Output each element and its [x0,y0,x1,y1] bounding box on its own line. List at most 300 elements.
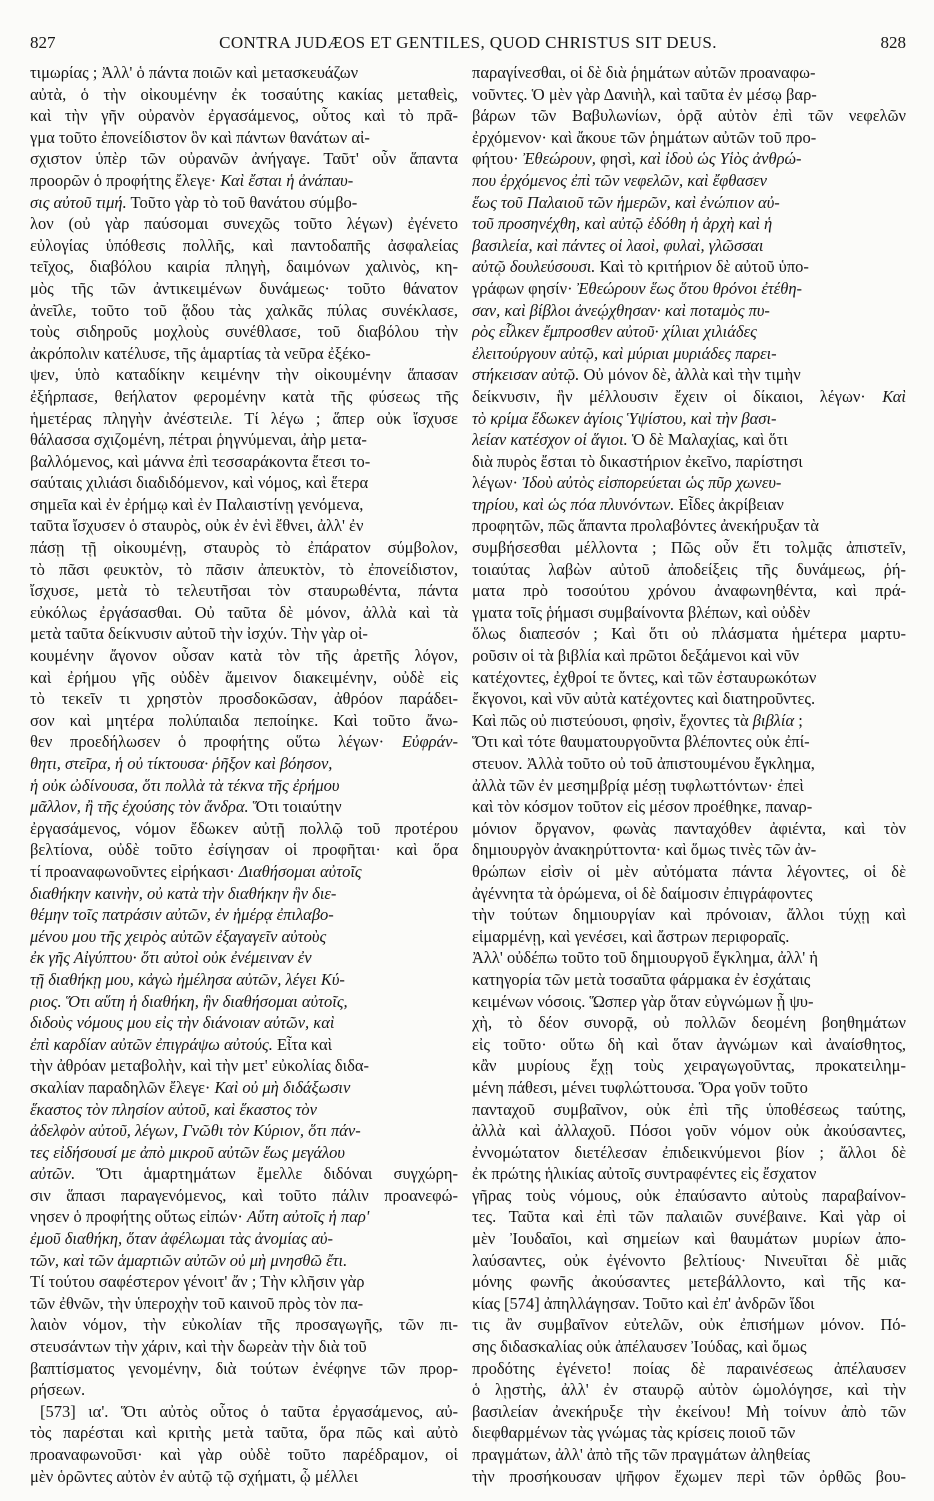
text-line [30,278,458,300]
text-line [472,926,906,948]
text-line [30,235,458,257]
italic-text: ἕκαστος τὸν πλησίον αὐτοῦ, καὶ ἕκαστος τὸν [30,1099,317,1119]
line-text [472,344,777,363]
roman-text: θρώπων εἰσὶν οἱ μὲν αὐτόματα πάντα λέγοντες, οἱ δὲ [472,861,906,881]
italic-text: που ἐρχόμενος ἐπὶ τῶν νεφελῶν, καὶ ἔφθασεν [472,170,767,190]
line-text [472,106,906,125]
roman-text: προαναφωνοῦσι· καὶ γὰρ οὐδὲ τοῦτο παρέδραμον, οἱ [30,1445,458,1464]
text-line [30,796,458,818]
roman-text: εἰς τοῦτο· οὕτω δὴ καὶ ὅταν ἀγνώμων καὶ ἀναίσθητος, [472,1034,906,1054]
text-column-right [472,62,906,1487]
line-text [30,1251,347,1270]
line-text [472,1423,795,1442]
line-text [472,1164,816,1183]
roman-text: παραγίνεσθαι, οἱ δὲ διὰ ῥημάτων αὐτῶν προαναφω- [472,63,816,82]
roman-text: γῆρας τοὺς νόμους, οὐκ ἐπαύσαντο αὐτοὺς παραβαίνον- [472,1185,906,1205]
text-line [30,429,458,451]
text-line [30,861,458,883]
line-text [472,560,906,579]
line-text [472,149,802,168]
italic-text: Εὐφράν- [401,732,458,752]
text-line [472,883,906,905]
text-line [472,645,906,667]
text-line [30,710,458,732]
italic-text: Ἰδοὺ αὐτὸς εἰσπορεύεται ὡς πῦρ χωνευ- [522,473,782,493]
roman-text: ἐξήρπασε, θεήλατον φερομένην κατὰ τῆς φύσεως τῆς [30,386,458,406]
italic-text: μένου μου τῆς χειρὸς αὐτῶν ἐξαγαγεῖν αὐτοὺς [30,926,327,946]
italic-text: ἐπὶ καρδίαν αὐτῶν ἐπιγράψω αὐτούς. [30,1034,273,1054]
text-line [30,1012,458,1034]
line-text [30,581,458,600]
line-text [30,344,371,363]
text-line [30,1379,458,1401]
text-line [30,408,458,430]
text-line [30,947,458,969]
roman-text: σημεῖα καὶ ἐν ἐρήμῳ καὶ ἐν Παλαιστίνῃ γενόμενα, [30,494,364,514]
text-line [30,256,458,278]
text-line [30,1444,458,1466]
roman-text: στευον. Ἀλλὰ τοῦτο οὐ τοῦ ἀπιστουμένου ἔγκλημα, [472,754,815,773]
line-text [30,1013,334,1032]
roman-text: βαπτίσματος γενομένην, διὰ τούτων ἐνέφηνε τῶν προρ- [30,1358,458,1378]
text-line [472,472,906,494]
italic-text: ἐμοῦ διαθήκη, ὅταν ἀφέλωμαι τὰς ἀνομίας αὐ- [30,1229,333,1249]
text-line [30,645,458,667]
roman-text: Καὶ τὸ κριτήριον δὲ αὐτοῦ ὑπο- [595,257,809,277]
text-line [30,537,458,559]
roman-text: μὲν ὁρῶντες αὐτὸν ἐν αὐτῷ τῷ σχήματι, ᾧ μέλλει [30,1466,359,1486]
italic-text: θητι, στεῖρα, ἡ οὐ τίκτουσα· ῥῆξον καὶ βόησον, [30,754,333,773]
line-text [472,430,788,449]
text-line [472,580,906,602]
line-text [472,1207,906,1226]
roman-text: καὶ ἐρήμου γῆς οὐδὲν ἄμεινον διακειμένην, οὐδὲ εἰς [30,667,458,687]
text-line [472,148,906,170]
text-line [30,515,458,537]
italic-text: τῇ διαθήκῃ μου, κἀγὼ ἠμέλησα αὐτῶν, λέγει Κύ- [30,969,345,989]
line-text [472,992,813,1011]
roman-text: λαύσαντες, οὐκ ἐγένοντο βελτίους· Νινευῖται δὲ μιᾶς [472,1250,906,1270]
line-text [472,819,906,838]
line-text [472,171,767,190]
text-line [30,1163,458,1185]
text-line [472,235,906,257]
text-line [30,472,458,494]
roman-text: τεῖχος, διαβόλου καιρία πληγὴ, δαιμόνων χαλινὸς, κη- [30,257,458,277]
text-line [472,408,906,430]
text-line [472,667,906,689]
line-text [30,1229,333,1248]
italic-text: τῶν, καὶ τῶν ἁμαρτιῶν αὐτῶν οὐ μὴ μνησθῶ ἔτι. [30,1250,348,1270]
roman-text: ἀλλὰ καὶ ἀλλαχοῦ. Πόσοι γοῦν νόμον οὐκ ἀκούσαντες, [472,1121,906,1141]
text-line [30,731,458,753]
roman-text: Τοῦτο γὰρ τὸ τοῦ θανάτου σύμβο- [126,192,358,212]
text-line [472,213,906,235]
roman-text: τοὺς σιδηροῦς μοχλοὺς συνέθλασε, τοῦ διαβόλου τὴν [30,322,458,342]
roman-text: τὸ πᾶσι φευκτὸν, τὸ πᾶσιν ἀπευκτὸν, τὸ ἐπονείδιστον, [30,559,458,579]
line-text [472,128,816,147]
line-text [30,1056,369,1075]
line-text [472,1272,906,1291]
roman-text: ἐννομώτατον διετέλεσαν ἐπιδεικνύμενοι βίον ; ἄλλοι δὲ [472,1142,906,1162]
running-header [30,30,906,56]
italic-text: ρὸς εἷλκεν ἔμπροσθεν αὐτοῦ· χίλιαι χιλιάδες [472,322,757,342]
roman-text: ; [794,710,803,730]
line-text [472,754,815,773]
line-text [30,840,458,859]
roman-text: εἱμαρμένῃ, καὶ γενέσει, καὶ ἄστρων περιφοραῖς. [472,926,790,946]
line-text [472,1056,906,1075]
roman-text: βελτίονα, οὐδὲ τοῦτο ἐσίγησαν οἱ προφῆται· καὶ ὅρα [30,840,458,860]
line-text [30,473,368,492]
italic-text: ἐκ γῆς Αἰγύπτου· ὅτι αὐτοὶ οὐκ ἐνέμειναν ἐν [30,948,312,968]
line-text [472,1229,906,1248]
roman-text: τις ἂν συμβαῖνον εὐτελῶν, οὐκ ἐπισήμων μόνον. Πό- [472,1315,906,1335]
text-line [30,1206,458,1228]
text-line [472,343,906,365]
line-text [472,689,815,708]
roman-text: βασιλείαν ἀνεκήρυξε τὴν ἐκείνου! Μὴ τοίνυν ἀπὸ τῶν [472,1401,906,1421]
text-line [472,839,906,861]
roman-text: αὐτὰ, ὁ τὴν οἰκουμένην ἐκ τοσαύτης κακίας μεταθεὶς, [30,84,458,104]
roman-text: τιμωρίας ; Ἀλλ' ὁ πάντα ποιῶν καὶ μετασκευάζων [30,63,359,82]
roman-text: ἐργασάμενος, νόμον ἔδωκεν αὐτῇ πολλῷ τοῦ προτέρου [30,818,458,838]
line-text [30,279,458,298]
roman-text: σης διδασκαλίας οὐκ ἀπέλαυσεν Ἰούδας, καὶ ὅμως [472,1337,807,1357]
text-line [472,602,906,624]
text-line [472,775,906,797]
text-line [30,775,458,797]
line-text [30,1315,458,1334]
text-line [472,1055,906,1077]
line-text [472,581,906,600]
line-text [472,1380,906,1399]
line-text [472,1186,906,1205]
text-line [30,127,458,149]
line-text [30,884,336,903]
roman-text: λον (οὐ γὰρ παύσομαι συνεχῶς τοῦτο λέγων) ἐγένετο [30,214,458,234]
roman-text: Ὅτι καὶ τότε θαυματουργοῦντα βλέποντες οὐκ ἐπί- [472,732,810,752]
text-line [472,1336,906,1358]
italic-text: ἐλειτούργουν αὐτῷ, καὶ μύριαι μυριάδες παρει- [472,343,777,363]
roman-text: προφητῶν, πῶς ἅπαντα προλαβόντες ἀνεκήρυξαν τὰ [472,516,819,536]
text-line [30,753,458,775]
line-text [472,1337,807,1356]
italic-text: Διαθήσομαι αὐτοῖς [238,861,362,881]
line-text [30,1272,364,1291]
text-line [30,1271,458,1293]
line-text [30,516,363,535]
roman-text: πάσῃ τῇ οἰκουμένῃ, σταυρὸς τὸ ἐπάρατον σύμβολον, [30,538,458,558]
line-text [472,624,906,643]
roman-text: πραγμάτων, ἀλλ' ἀπὸ τῆς τῶν πραγμάτων ἀληθείας [472,1445,810,1464]
roman-text: ἔκγονοι, καὶ νῦν αὐτὰ κατέχοντες καὶ διατηροῦντες. [472,689,816,709]
italic-text: Ἐθεώρουν, [522,149,596,169]
text-line [472,1163,906,1185]
roman-text: Ὁ δὲ Μαλαχίας, καὶ ὅτι [627,430,788,450]
text-line [472,688,906,710]
italic-text: Καὶ οὐ μὴ διδάξωσιν [214,1077,351,1097]
roman-text: βάρων τῶν Βαβυλωνίων, ὁρᾷ αὐτὸν ἐπὶ τῶν νεφελῶν [472,106,906,126]
roman-text: Οὐ μόνον δὲ, ἀλλὰ καὶ τὴν τιμὴν [579,365,801,385]
text-line [472,1206,906,1228]
line-text [472,927,789,946]
text-line [30,1185,458,1207]
line-text [30,819,458,838]
line-text [30,1207,369,1226]
line-text [30,365,458,384]
roman-text: Τί τούτου σαφέστερον γένοιτ' ἄν ; Τὴν κλῆσιν γὰρ [30,1272,365,1292]
line-text [30,1380,85,1399]
roman-text: μένη πάθεσι, μένει τυφλώττουσα. Ὅρα γοῦν τοῦτο [472,1077,808,1097]
text-line [30,1336,458,1358]
text-line [30,1142,458,1164]
line-text [472,214,772,233]
roman-text: νησεν ὁ προφήτης οὕτως εἰπών· [30,1207,247,1227]
line-text [472,257,809,276]
roman-text: ματα πρὸ τοσούτου χρόνου ἀναφωνηθέντα, καὶ πρά- [472,581,906,601]
line-text [472,387,906,406]
italic-text: αὐτῶν. [30,1164,76,1184]
italic-text: αὐτῷ δουλεύσουσι. [472,257,596,277]
line-text [30,1121,361,1140]
line-text [30,905,334,924]
text-line [30,1293,458,1315]
text-line [30,926,458,948]
roman-text: ἡμετέρας πληγὴν ἀνέστειλε. Τί λέγω ; ἅπερ οὐκ ἴσχυσε [30,408,458,428]
line-text [472,538,906,557]
italic-text: ἡ οὐκ ὠδίνουσα, ὅτι πολλὰ τὰ τέκνα τῆς ἐρήμου [30,775,340,795]
text-line [472,1466,906,1488]
italic-text: ἕως τοῦ Παλαιοῦ τῶν ἡμερῶν, καὶ ἐνώπιον αὐ- [472,192,780,212]
line-text [30,149,458,168]
text-line [30,213,458,235]
line-text [472,322,757,341]
roman-text: κατέχοντες, ἐχθροί τε ὄντες, καὶ τῶν ἐσταυρωκότων [472,667,817,687]
text-line [30,148,458,170]
roman-text: κατηγορία τῶν μετὰ τοσαῦτα φάρμακα ἐν ἐσχάταις [472,969,811,989]
text-line [30,1120,458,1142]
roman-text: μὸς τῆς τῶν ἀντικειμένων δυνάμεως· τοῦτο θάνατον [30,278,458,298]
line-text [472,884,812,903]
roman-text: λαιὸν νόμον, τὴν εὐκολίαν τῆς προσαγωγῆς, τῶν πι- [30,1315,458,1335]
text-line [472,818,906,840]
roman-text: προδότης ἐγένετο! ποίας δὲ παραινέσεως ἀπέλαυσεν [472,1358,906,1378]
line-text [472,668,816,687]
line-text [30,128,370,147]
text-line [30,1228,458,1250]
roman-text: τὴν προσήκουσαν ψῆφον ἔχωμεν περὶ τῶν ὀρθῶς βου- [472,1466,906,1486]
line-text [472,452,803,471]
roman-text: γματα τοῖς ῥήμασι συμβαίνοντα βλέπων, καὶ οὐδὲν [472,602,811,622]
text-line [472,1034,906,1056]
text-line [30,84,458,106]
line-text [472,236,764,255]
text-line [472,1185,906,1207]
text-line [472,105,906,127]
text-line [472,321,906,343]
line-text [30,63,358,82]
text-line [472,364,906,386]
text-line [30,300,458,322]
italic-text: Αὕτη αὐτοῖς ἡ παρ' [246,1207,370,1227]
text-line [30,602,458,624]
line-text [30,409,458,428]
line-text [472,1315,906,1334]
italic-text: σις αὐτοῦ τιμή. [30,192,127,212]
line-text [30,301,458,320]
text-line [472,947,906,969]
roman-text: Εἶτα καὶ [272,1034,333,1054]
line-text [30,797,342,816]
roman-text: μετὰ ταῦτα δείκνυσιν αὐτοῦ τὴν ἰσχύν. Τὴν γὰρ οἰ- [30,624,368,644]
line-text [30,387,458,406]
line-text [30,85,458,104]
text-line [30,991,458,1013]
roman-text: σον καὶ μητέρα πολύπαιδα πεποίηκε. Καὶ τοῦτο ἄνω- [30,710,458,730]
text-line [30,1099,458,1121]
line-text [472,193,780,212]
text-line [472,969,906,991]
roman-text: τοιαύτας λαβὼν αὐτοῦ ἀποδείξεις τῆς δυνάμεως, ῥή- [472,559,906,579]
roman-text: σχιστον ὑπὲρ τῶν οὐρανῶν ἀνήγαγε. Ταῦτ' οὖν ἅπαντα [30,149,458,169]
line-text [472,776,804,795]
text-line [30,1401,458,1423]
italic-text: ἀδελφὸν αὐτοῦ, λέγων, Γνῶθι τὸν Κύριον, ὅτι πάν- [30,1121,361,1141]
roman-text: σιν ἅπασι παραγενόμενος, καὶ τοῦτο πάλιν προανεφώ- [30,1185,458,1205]
line-text [30,603,458,622]
line-text [40,1402,458,1421]
roman-text: τὴν τούτων δημιουργίαν καὶ πρόνοιαν, ἄλλοι τύχῃ καὶ [472,905,906,925]
line-text [30,214,458,233]
roman-text: θάλασσα σχιζομένη, πέτραι ῥηγνύμεναι, ἀὴρ μετα- [30,430,367,450]
roman-text: ροῦσιν οἱ τὰ βιβλία καὶ πρῶτοι δεξάμενοι καὶ νῦν [472,646,800,666]
roman-text: εὐκόλως ἐργάσασθαι. Οὐ ταῦτα δὲ μόνον, ἀλλὰ καὶ τὰ [30,602,458,622]
roman-text: πανταχοῦ συμβαῖνον, οὐκ ἐπὶ τῆς ὑποθέσεως ταύτης, [472,1099,906,1119]
roman-text: φήτου· [472,149,523,169]
text-line [472,1120,906,1142]
text-line [30,1358,458,1380]
line-text [472,1294,815,1313]
text-line [30,1422,458,1444]
italic-text: ριος. Ὅτι αὕτη ἡ διαθήκη, ἣν διαθήσομαι αὐτοῖς, [30,991,348,1011]
roman-text: Ὅτι τοιαύτην [248,797,342,817]
italic-text: διαθήκην καινὴν, οὐ κατὰ τὴν διαθήκην ἣν διε- [30,883,337,903]
italic-text: τες εἰδήσουσί με ἀπὸ μικροῦ αὐτῶν ἕως μεγάλου [30,1142,345,1162]
roman-text: τί προαναφωνοῦντες εἰρήκασι· [30,861,239,881]
roman-text: σκαλίαν παραδηλῶν ἔλεγε· [30,1077,215,1097]
roman-text: ἐκ πρώτης ἡλικίας αὐτοῖς συντραφέντες εἰς ἔσχατον [472,1164,817,1184]
roman-text: ρήσεων. [30,1380,86,1400]
line-text [30,171,353,190]
italic-text: Καὶ [882,386,906,406]
line-text [472,1251,906,1270]
roman-text: ἴσχυσε, μετὰ τὸ τελευτῆσαι τὸν σταυρωθέντα, πάντα [30,581,458,601]
text-line [30,580,458,602]
line-text [472,970,810,989]
text-line [30,105,458,127]
italic-text: καὶ ἰδοὺ ὡς Υἱὸς ἀνθρώ- [639,149,802,169]
text-line [472,1099,906,1121]
line-text [30,322,458,341]
line-text [30,862,362,881]
text-line [472,127,906,149]
roman-text: τῶν ἐθνῶν, τὴν ὑπεροχὴν τοῦ καινοῦ πρὸς τὸν πα- [30,1293,364,1313]
roman-text: ἀλλὰ τῶν ἐν μεσημβρίᾳ μέσῃ τυφλωττόντων· ἐπεὶ [472,775,804,795]
text-line [30,343,458,365]
line-text [30,754,332,773]
line-text [30,538,458,557]
roman-text: γράφων φησίν· [472,278,577,298]
roman-text: [573] ια'. Ὅτι αὐτὸς οὗτος ὁ ταῦτα ἐργασάμενος, αὐ- [40,1401,458,1421]
page-number-left: 827 [30,33,56,52]
roman-text: συμβήσεσθαι μέλλοντα ; Πῶς οὖν ἔτι τολμᾷς ἀπιστεῖν, [472,538,906,558]
line-text [472,905,906,924]
text-line [30,1466,458,1488]
roman-text: μόνης φωνῆς ἀκούσαντες μετεβάλλοντο, καὶ τῆς κα- [472,1272,906,1292]
text-line [30,321,458,343]
roman-text: ἀγέννητα τὰ ὁρώμενα, οἱ δὲ δαίμοσιν ἐπιγράφοντες [472,883,813,903]
line-text [472,1467,906,1486]
roman-text: τὸ τεκεῖν τι χρηστὸν προσδοκῶσαν, ἀθρόον παράδει- [30,689,458,709]
roman-text: διὰ πυρὸς ἔσται τὸ δικαστήριον ἐκεῖνο, παρίστησι [472,451,803,471]
line-text [30,1143,345,1162]
text-line [472,1401,906,1423]
italic-text: μᾶλλον, ἢ τῆς ἐχούσης τὸν ἄνδρα. [30,797,249,817]
italic-text: στήκεισαν αὐτῷ. [472,365,580,385]
line-text [30,948,312,967]
line-text [30,668,458,687]
roman-text: νοῦντες. Ὁ μὲν γὰρ Δανιὴλ, καὶ ταῦτα ἐν μέσῳ βαρ- [472,84,817,104]
text-line [472,991,906,1013]
text-line [472,1314,906,1336]
italic-text: διδοὺς νόμους μου εἰς τὴν διάνοιαν αὐτῶν, καὶ [30,1013,335,1033]
line-text [30,1100,317,1119]
text-line [30,386,458,408]
roman-text: Καὶ πῶς οὐ πιστεύουσι, φησὶν, ἔχοντες τὰ [472,710,753,730]
roman-text: Ὅτι ἁμαρτημάτων ἔμελλε διδόναι συγχώρη- [75,1164,458,1184]
line-text [30,560,458,579]
roman-text: θεν προεδήλωσεν ὁ προφήτης οὕτω λέγων· [30,732,402,752]
line-text [472,862,906,881]
text-line [472,62,906,84]
text-line [472,861,906,883]
italic-text: Ἐθεώρουν ἕως ὅτου θρόνοι ἐτέθη- [576,278,803,298]
roman-text: καὶ τὸν κόσμον τοῦτον εἰς μέσον προέθηκε, παναρ- [472,797,813,817]
roman-text: σαύταις χιλιάσι διαδιδόμενον, καὶ νόμος, καὶ ἕτερα [30,473,369,493]
line-text [472,732,810,751]
text-line [30,688,458,710]
text-line [30,1034,458,1056]
text-line [472,731,906,753]
line-text [472,603,810,622]
text-line [472,623,906,645]
text-line [472,710,906,732]
text-line [472,300,906,322]
italic-text: βασιλεία, καὶ πάντες οἱ λαοὶ, φυλαὶ, γλῶσσαι [472,235,764,255]
line-text [30,624,368,643]
line-text [30,711,458,730]
text-line [472,1379,906,1401]
roman-text: καὶ τὴν γῆν οὐρανὸν ἐργασάμενος, οὗτος καὶ τὸ πρᾶ- [30,106,458,126]
line-text [472,1100,906,1119]
roman-text: ὅλως διαπεσόν ; Καὶ ὅτι οὐ πλάσματα ἡμέτερα μαρτυ- [472,624,906,644]
text-line [30,170,458,192]
roman-text: δείκνυσιν, ἣν μέλλουσιν ἔχειν οἱ δίκαιοι, λέγων· [472,386,883,406]
italic-text: τηρίου, καὶ ὡς πόα πλυνόντων. [472,494,675,514]
line-text [472,1359,906,1378]
line-text [472,301,770,320]
